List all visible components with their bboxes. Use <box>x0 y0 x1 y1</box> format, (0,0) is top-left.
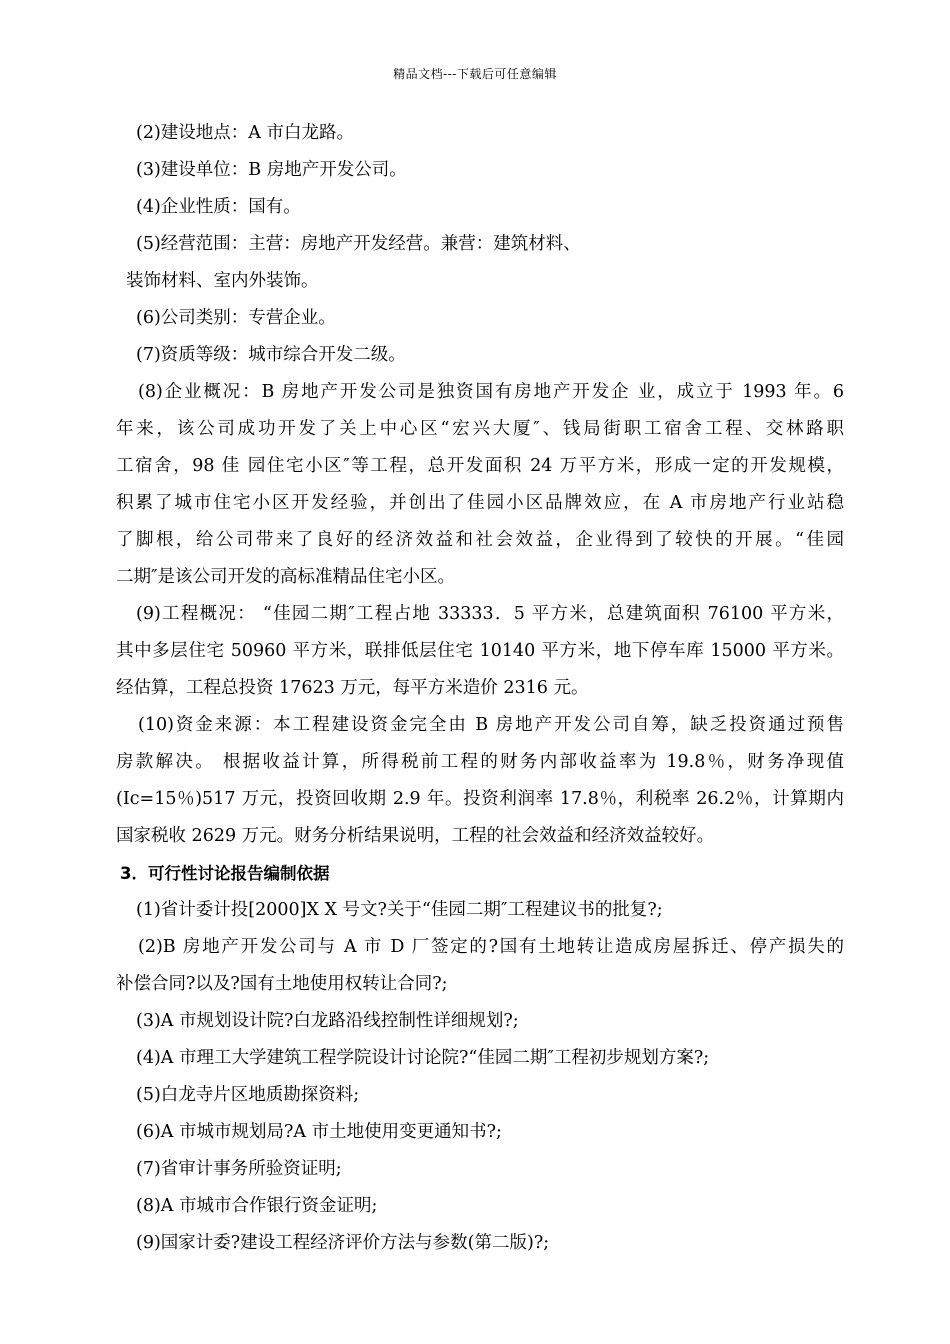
item-construction-site: (2)建设地点：A 市白龙路。 <box>136 123 354 143</box>
reference-item: (1)省计委计投[2000]X X 号文?关于“佳园二期″工程建议书的批复?; <box>136 900 663 920</box>
section-heading: 3．可行性讨论报告编制依据 <box>120 864 330 883</box>
paragraph-line: 其中多层住宅 50960 平方米，联排低层住宅 10140 平方米，地下停车库 15000 平方米。 <box>116 641 844 661</box>
paragraph-line: (8)企业概况：B 房地产开发公司是独资国有房地产开发企 业，成立于 1993 年。6 <box>138 382 844 402</box>
paragraph-line: 年来，该公司成功开发了关上中心区“宏兴大厦″、钱局街职工宿舍工程、交林路职 <box>116 419 844 439</box>
reference-item: (4)A 市理工大学建筑工程学院设计讨论院?“佳园二期″工程初步规划方案?; <box>136 1048 710 1068</box>
reference-item: (3)A 市规划设计院?白龙路沿线控制性详细规划?; <box>136 1011 519 1031</box>
paragraph-line: 积累了城市住宅小区开发经验，并创出了佳园小区品牌效应，在 A 市房地产行业站稳 <box>116 493 844 513</box>
reference-item: (9)国家计委?建设工程经济评价方法与参数(第二版)?; <box>136 1233 550 1253</box>
item-business-scope: (5)经营范围：主营：房地产开发经营。兼营：建筑材料、 <box>136 234 581 254</box>
paragraph-line: (10)资金来源：本工程建设资金完全由 B 房地产开发公司自筹，缺乏投资通过预售 <box>138 715 844 735</box>
reference-item: (6)A 市城市规划局?A 市土地使用变更通知书?; <box>136 1122 502 1142</box>
item-enterprise-nature: (4)企业性质：国有。 <box>136 197 301 217</box>
paragraph-line: 二期″是该公司开发的高标准精品住宅小区。 <box>116 567 456 587</box>
reference-item: (7)省审计事务所验资证明; <box>136 1159 342 1179</box>
reference-item: (8)A 市城市合作银行资金证明; <box>136 1196 378 1216</box>
reference-item: (2)B 房地产开发公司与 A 市 D 厂签定的?国有土地转让造成房屋拆迁、停产损失的 <box>138 937 844 957</box>
page-header: 精品文档---下载后可任意编辑 <box>393 67 557 81</box>
document-body <box>116 115 844 1262</box>
paragraph-line: 了脚根，给公司带来了良好的经济效益和社会效益，企业得到了较快的开展。“佳园 <box>116 530 844 550</box>
reference-item: (5)白龙寺片区地质勘探资料; <box>136 1085 360 1105</box>
reference-item-cont: 补偿合同?以及?国有土地使用权转让合同?; <box>116 974 448 994</box>
item-construction-unit: (3)建设单位：B 房地产开发公司。 <box>136 160 407 180</box>
item-company-category: (6)公司类别：专营企业。 <box>136 308 336 328</box>
paragraph-line: 房款解决。 根据收益计算，所得税前工程的财务内部收益率为 19.8％，财务净现值 <box>116 752 844 772</box>
paragraph-line: 工宿舍，98 佳 园住宅小区″等工程，总开发面积 24 万平方米，形成一定的开发规模， <box>116 456 844 476</box>
paragraph-line: (9)工程概况： “佳园二期″工程占地 33333．5 平方米，总建筑面积 76100 平方米， <box>136 604 844 624</box>
paragraph-line: 经估算，工程总投资 17623 万元，每平方米造价 2316 元。 <box>116 678 589 698</box>
item-business-scope-cont: 装饰材料、室内外装饰。 <box>126 271 319 291</box>
item-qualification-grade: (7)资质等级：城市综合开发二级。 <box>136 345 406 365</box>
paragraph-line: (Ic=15％)517 万元，投资回收期 2.9 年。投资利润率 17.8％，利税率 26.2％，计算期内 <box>116 789 844 809</box>
paragraph-line: 国家税收 2629 万元。财务分析结果说明，工程的社会效益和经济效益较好。 <box>116 826 715 846</box>
